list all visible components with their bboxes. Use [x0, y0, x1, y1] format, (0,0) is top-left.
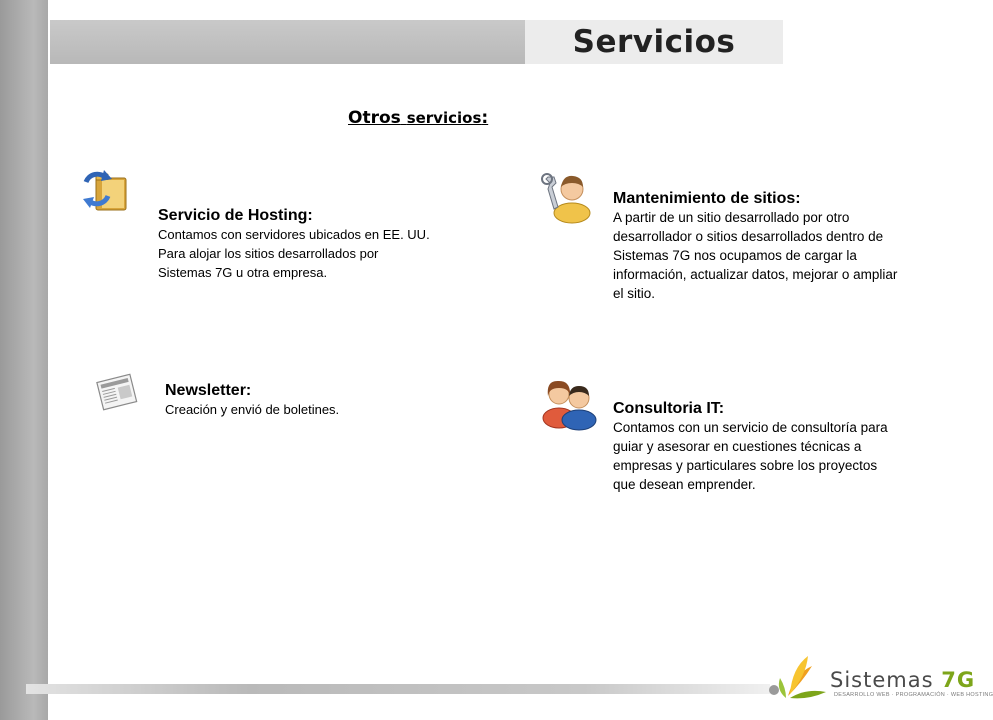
service-mantenimiento-desc-line: A partir de un sitio desarrollado por otro: [613, 210, 850, 225]
page-title: Servicios: [572, 24, 736, 60]
footer-divider: [26, 684, 770, 694]
section-title-rest: servicios: [406, 109, 482, 127]
section-title-main: Otros: [348, 108, 401, 128]
service-mantenimiento-title: Mantenimiento de sitios:: [613, 190, 801, 207]
service-hosting: [158, 206, 518, 282]
service-mantenimiento-desc-line: Sistemas 7G nos ocupamos de cargar la: [613, 248, 857, 263]
service-consultoria-title: Consultoria IT:: [613, 400, 725, 417]
service-hosting-desc-line: Contamos con servidores ubicados en EE. UU.: [158, 227, 430, 242]
service-newsletter: [165, 381, 465, 419]
section-title-colon: :: [481, 108, 489, 128]
users-icon: [541, 374, 597, 430]
service-consultoria-desc-line: guiar y asesorar en cuestiones técnicas a: [613, 439, 862, 454]
service-mantenimiento-desc-line: información, actualizar datos, mejorar o ampliar: [613, 267, 898, 282]
service-mantenimiento-desc-line: el sitio.: [613, 286, 656, 301]
header-title-box: [525, 20, 783, 64]
service-mantenimiento: [613, 189, 958, 303]
section-title: [348, 108, 488, 128]
left-side-bar: [0, 0, 48, 720]
folder-refresh-icon: [82, 166, 130, 214]
service-newsletter-title: Newsletter:: [165, 382, 252, 399]
logo-name-main: Sistemas: [830, 668, 934, 692]
logo-wordmark: [830, 668, 975, 692]
service-mantenimiento-desc-line: desarrollador o sitios desarrollados dentro de: [613, 229, 884, 244]
service-consultoria-desc-line: empresas y particulares sobre los proyectos: [613, 458, 878, 473]
service-consultoria-desc-line: Contamos con un servicio de consultoría para: [613, 420, 888, 435]
service-newsletter-desc-line: Creación y envió de boletines.: [165, 402, 340, 417]
logo-tagline: DESARROLLO WEB · PROGRAMACIÓN · WEB HOSTING: [834, 692, 993, 698]
newspaper-icon: [94, 372, 140, 414]
service-hosting-title: Servicio de Hosting:: [158, 207, 313, 224]
user-wrench-icon: [538, 167, 590, 221]
service-hosting-desc-line: Sistemas 7G u otra empresa.: [158, 265, 328, 280]
logo-name-accent: 7G: [941, 668, 976, 692]
header-strip: [50, 20, 525, 64]
service-consultoria: [613, 399, 953, 494]
service-hosting-desc-line: Para alojar los sitios desarrollados por: [158, 246, 379, 261]
service-consultoria-desc-line: que desean emprender.: [613, 477, 756, 492]
